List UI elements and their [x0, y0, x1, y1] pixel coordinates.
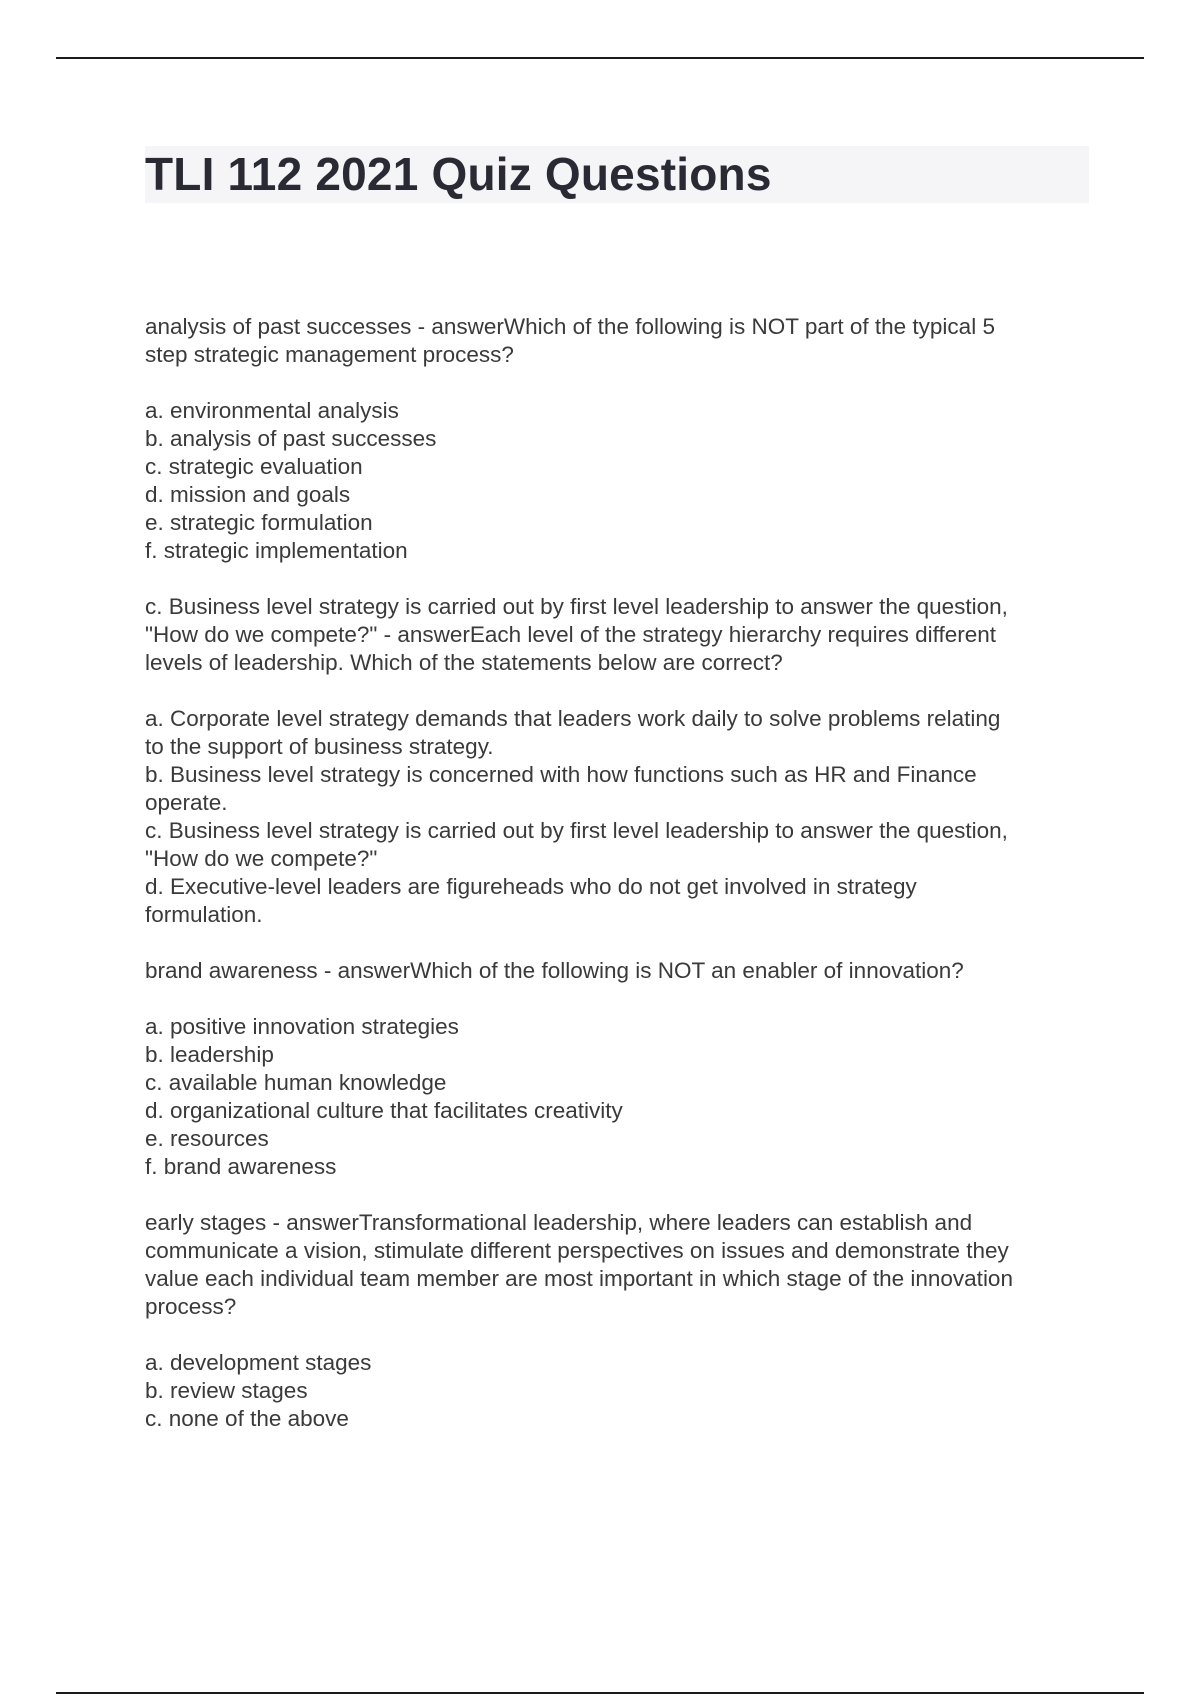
question-2-stem-line: c. Business level strategy is carried out by first level leadership to answer the question, [145, 594, 1008, 619]
question-1-option-b: b. analysis of past successes [145, 426, 437, 451]
question-4-options [145, 1349, 1085, 1433]
question-2-option-line: "How do we compete?" [145, 846, 378, 871]
question-4-stem-line: value each individual team member are most important in which stage of the innovation [145, 1266, 1013, 1291]
question-2-option-line: to the support of business strategy. [145, 734, 494, 759]
question-2-options [145, 705, 1085, 929]
question-1-option-e: e. strategic formulation [145, 510, 373, 535]
question-2-option-line: c. Business level strategy is carried out by first level leadership to answer the question, [145, 818, 1008, 843]
question-2-option-line: operate. [145, 790, 228, 815]
document-title: TLI 112 2021 Quiz Questions [145, 148, 772, 200]
question-3-option-d: d. organizational culture that facilitates creativity [145, 1098, 623, 1123]
question-3-option-c: c. available human knowledge [145, 1070, 447, 1095]
quiz-content [145, 313, 1085, 1461]
question-4-option-b: b. review stages [145, 1378, 308, 1403]
question-4-option-a: a. development stages [145, 1350, 372, 1375]
question-3-option-a: a. positive innovation strategies [145, 1014, 459, 1039]
question-2-stem-line: "How do we compete?" - answerEach level of the strategy hierarchy requires different [145, 622, 996, 647]
question-1-option-f: f. strategic implementation [145, 538, 408, 563]
question-1-stem [145, 313, 1085, 369]
question-1-option-a: a. environmental analysis [145, 398, 399, 423]
question-2-option-line: formulation. [145, 902, 263, 927]
question-2-stem-line: levels of leadership. Which of the statements below are correct? [145, 650, 783, 675]
question-4-stem-line: process? [145, 1294, 237, 1319]
question-3-option-b: b. leadership [145, 1042, 274, 1067]
question-4-stem-line: early stages - answerTransformational leadership, where leaders can establish and [145, 1210, 973, 1235]
question-3-option-e: e. resources [145, 1126, 269, 1151]
question-1-stem-line: step strategic management process? [145, 342, 514, 367]
question-2-option-line: b. Business level strategy is concerned with how functions such as HR and Finance [145, 762, 977, 787]
bottom-rule [56, 1692, 1144, 1694]
question-1-options [145, 397, 1085, 565]
question-3-options [145, 1013, 1085, 1181]
question-4-stem [145, 1209, 1085, 1321]
question-1-option-c: c. strategic evaluation [145, 454, 363, 479]
question-2-option-line: a. Corporate level strategy demands that leaders work daily to solve problems relating [145, 706, 1001, 731]
question-1-option-d: d. mission and goals [145, 482, 351, 507]
question-1-stem-line: analysis of past successes - answerWhich of the following is NOT part of the typical 5 [145, 314, 995, 339]
top-rule [56, 57, 1144, 59]
question-2-stem [145, 593, 1085, 677]
question-4-option-c: c. none of the above [145, 1406, 349, 1431]
question-3-option-f: f. brand awareness [145, 1154, 337, 1179]
question-3-stem-line: brand awareness - answerWhich of the following is NOT an enabler of innovation? [145, 958, 964, 983]
question-3-stem [145, 957, 1085, 985]
question-2-option-line: d. Executive-level leaders are figureheads who do not get involved in strategy [145, 874, 917, 899]
question-4-stem-line: communicate a vision, stimulate different perspectives on issues and demonstrate they [145, 1238, 1009, 1263]
